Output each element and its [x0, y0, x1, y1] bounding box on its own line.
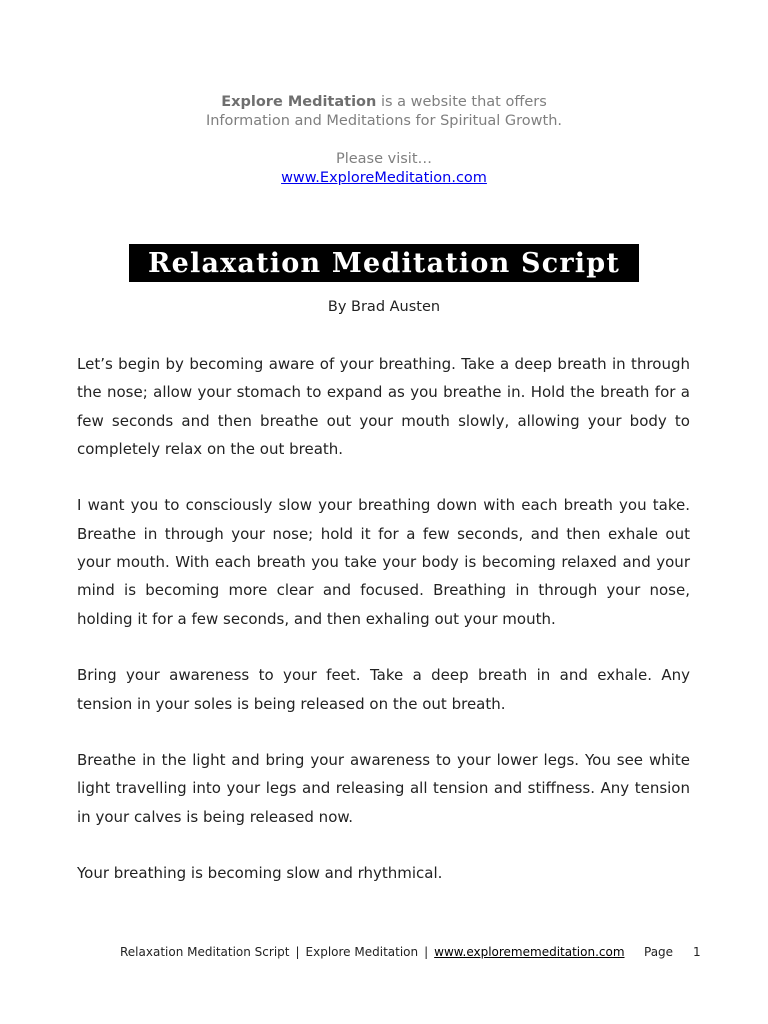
- intro-line-1-rest: is a website that offers: [376, 94, 547, 110]
- script-body: [77, 350, 690, 916]
- footer-separator: |: [424, 945, 429, 959]
- website-link[interactable]: www.ExploreMeditation.com: [281, 170, 487, 186]
- footer-page-number: 1: [693, 945, 701, 959]
- intro-spacer: [0, 131, 768, 150]
- paragraph-lower-legs: Breathe in the light and bring your awareness to your lower legs. You see white light travelling into your legs and releasing all tension and stiffness. Any tension in your calves is being released now.: [77, 751, 690, 826]
- paragraph-rhythm: Your breathing is becoming slow and rhythmical.: [77, 864, 443, 883]
- document-title: Relaxation Meditation Script: [129, 244, 639, 282]
- footer-website-link[interactable]: www.explorememeditation.com: [434, 945, 625, 959]
- footer-doc-title: Relaxation Meditation Script: [120, 945, 290, 959]
- paragraph-breathing: Let’s begin by becoming aware of your breathing. Take a deep breath in through the nose; allow your stomach to expand as you breathe in. Hold the breath for a few seconds and then breathe out your mouth slowly, allowing your body to completely relax on the out breath.: [77, 355, 690, 458]
- brand-name: Explore Meditation: [221, 94, 377, 110]
- paragraph-slow-breathing: I want you to consciously slow your breathing down with each breath you take. Breathe in through your nose; hold it for a few seconds, and then exhale out your mouth. With each breath you take your body is becoming relaxed and your mind is becoming more clear and focused. Breathing in through your nose, holding it for a few seconds, and then exhaling out your mouth.: [77, 496, 690, 628]
- visit-text: Please visit…: [335, 151, 433, 167]
- footer-site-name: Explore Meditation: [305, 945, 419, 959]
- footer-page-label: Page: [644, 945, 674, 959]
- page-footer: [120, 942, 700, 962]
- paragraph-feet: Bring your awareness to your feet. Take a deep breath in and exhale. Any tension in your soles is being released on the out breath.: [77, 666, 690, 713]
- intro-line-1: [0, 93, 768, 112]
- author-byline: By Brad Austen: [327, 299, 441, 315]
- intro-block: [0, 93, 768, 188]
- footer-separator: |: [295, 945, 300, 959]
- intro-line-2: Information and Meditations for Spiritual Growth.: [205, 113, 563, 129]
